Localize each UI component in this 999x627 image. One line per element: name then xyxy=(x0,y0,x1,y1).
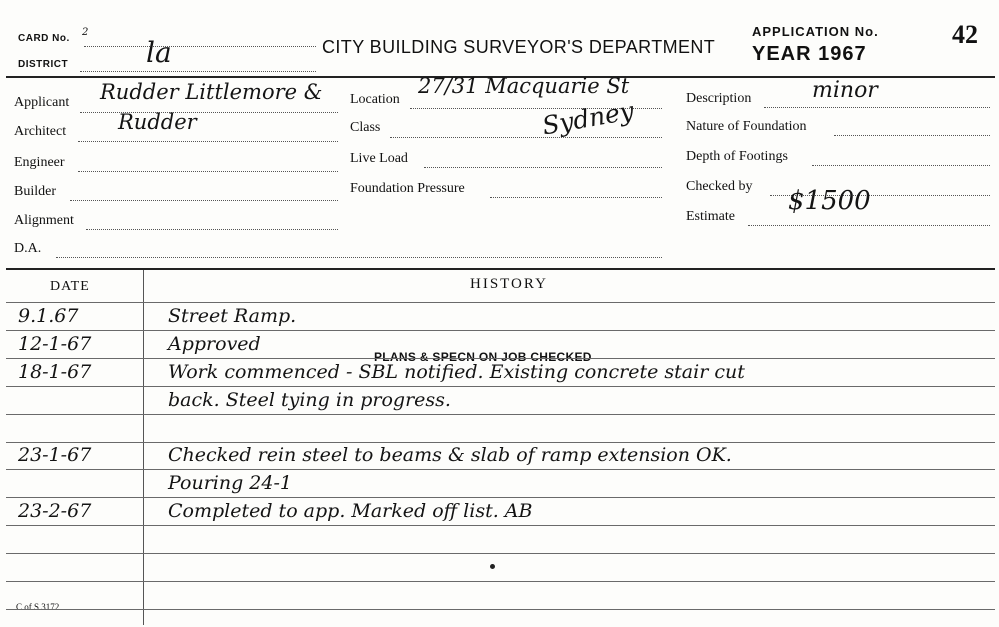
history-entry-text: Street Ramp. xyxy=(168,305,297,327)
history-rule-line xyxy=(6,525,995,526)
district-value: la xyxy=(146,36,172,69)
history-entry-text: Completed to app. Marked off list. AB xyxy=(168,500,533,522)
architect-label: Architect xyxy=(14,124,67,139)
class-value: Sydney xyxy=(540,95,636,141)
history-rule-line xyxy=(6,581,995,582)
application-number: 42 xyxy=(952,20,978,49)
card-no-value: 2 xyxy=(82,27,89,38)
description-line xyxy=(764,107,990,108)
nature-label: Nature of Foundation xyxy=(686,119,807,134)
applicant-label: Applicant xyxy=(14,95,70,110)
history-header: HISTORY xyxy=(470,276,548,292)
description-value: minor xyxy=(812,78,878,103)
live-load-line xyxy=(424,167,662,168)
location-label: Location xyxy=(350,92,400,107)
applicant-value: Rudder Littlemore & xyxy=(100,80,323,104)
history-entry-text: Approved xyxy=(168,333,261,355)
location-value: 27/31 Macquarie St xyxy=(418,74,630,98)
history-rule-line xyxy=(6,442,995,443)
history-rule-line xyxy=(6,609,995,610)
history-rule-line xyxy=(6,386,995,387)
depth-line xyxy=(812,165,990,166)
alignment-line xyxy=(86,229,338,230)
history-entry-text: back. Steel tying in progress. xyxy=(168,389,451,411)
history-date: 12-1-67 xyxy=(18,333,92,355)
history-top-divider xyxy=(6,268,995,270)
live-load-label: Live Load xyxy=(350,151,408,166)
district-line xyxy=(80,71,316,72)
district-label: DISTRICT xyxy=(18,59,69,70)
builder-line xyxy=(70,200,338,201)
architect-line xyxy=(78,141,338,142)
plans-checked-stamp: PLANS & SPECN ON JOB CHECKED xyxy=(374,350,592,364)
description-label: Description xyxy=(686,91,752,106)
history-entry-text: Pouring 24-1 xyxy=(168,472,292,494)
history-date: 18-1-67 xyxy=(18,361,92,383)
history-date: 23-1-67 xyxy=(18,444,92,466)
checked-by-label: Checked by xyxy=(686,179,753,194)
history-rule-line xyxy=(6,553,995,554)
date-header: DATE xyxy=(50,279,90,294)
history-rule-line xyxy=(6,358,995,359)
history-entry-text: Checked rein steel to beams & slab of ramp extension OK. xyxy=(168,444,732,466)
card-no-line xyxy=(84,46,316,47)
history-rule-line xyxy=(6,497,995,498)
date-column-divider xyxy=(143,270,144,625)
alignment-label: Alignment xyxy=(14,213,74,228)
history-rule-line xyxy=(6,302,995,303)
history-rule-line xyxy=(6,469,995,470)
class-label: Class xyxy=(350,120,381,135)
estimate-line xyxy=(748,225,990,226)
year-label: YEAR 1967 xyxy=(752,43,867,65)
depth-label: Depth of Footings xyxy=(686,149,788,164)
foundation-pressure-line xyxy=(490,197,662,198)
history-date: 9.1.67 xyxy=(18,305,79,327)
nature-line xyxy=(834,135,990,136)
department-title: CITY BUILDING SURVEYOR'S DEPARTMENT xyxy=(322,37,716,57)
history-rule-line xyxy=(6,330,995,331)
application-label: APPLICATION No. xyxy=(752,24,879,39)
da-label: D.A. xyxy=(14,241,42,256)
engineer-label: Engineer xyxy=(14,155,65,170)
foundation-pressure-label: Foundation Pressure xyxy=(350,181,465,196)
history-entry-text: Work commenced - SBL notified. Existing concrete stair cut xyxy=(168,361,745,383)
class-line xyxy=(390,137,662,138)
form-code: C of S 3172 xyxy=(16,602,60,612)
estimate-label: Estimate xyxy=(686,209,735,224)
card-no-label: CARD No. xyxy=(18,33,70,44)
history-date: 23-2-67 xyxy=(18,500,92,522)
da-line xyxy=(56,257,662,258)
history-rule-line xyxy=(6,414,995,415)
architect-value: Rudder xyxy=(118,110,197,134)
punch-dot xyxy=(490,564,495,569)
engineer-line xyxy=(78,171,338,172)
builder-label: Builder xyxy=(14,184,56,199)
estimate-value: $1500 xyxy=(788,186,871,216)
